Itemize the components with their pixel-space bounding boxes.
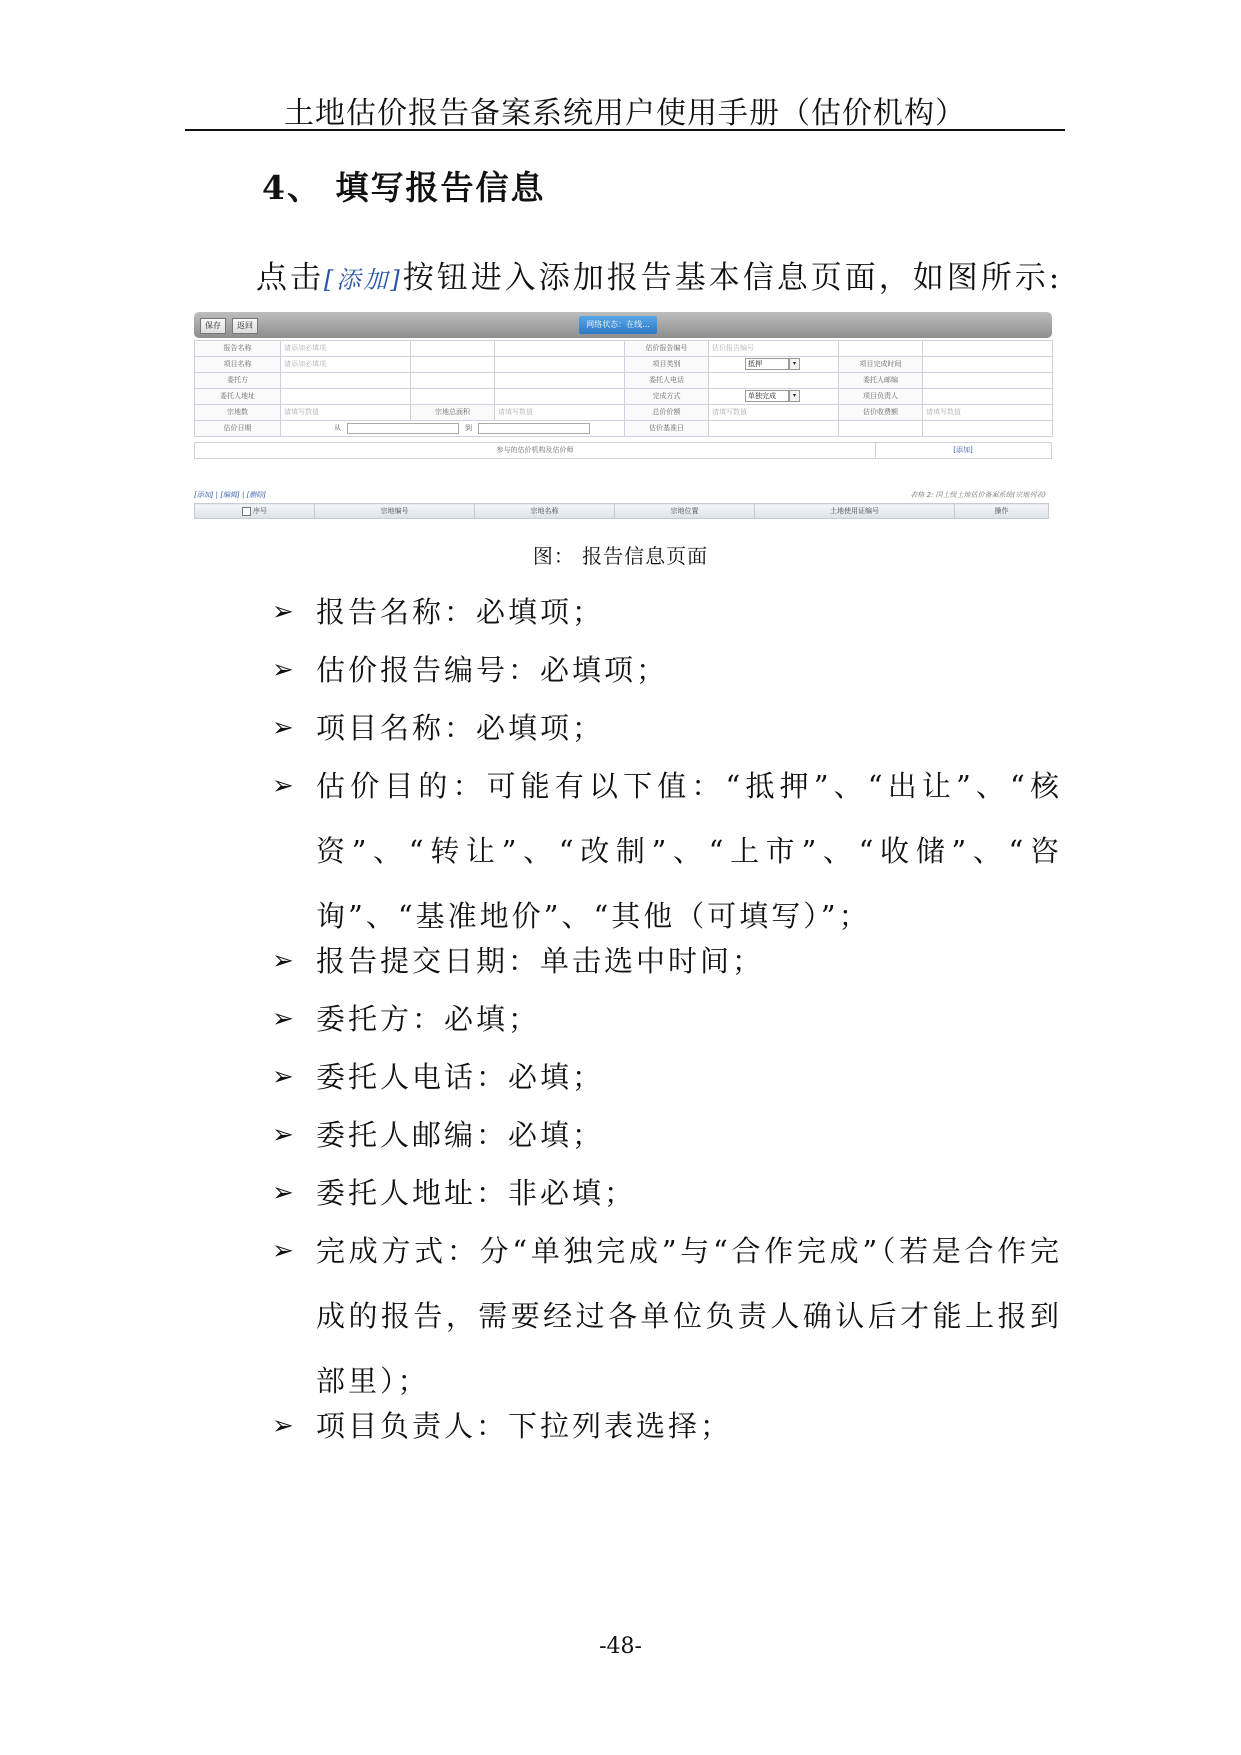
grid-header-label: 序号 — [253, 507, 267, 515]
chevron-down-icon[interactable]: ▾ — [789, 358, 800, 370]
bullet-item — [272, 987, 1062, 1052]
form-label: 估价收费额 — [839, 405, 923, 421]
form-row — [195, 373, 1053, 389]
back-button[interactable]: 返回 — [232, 318, 258, 334]
form-label: 宗地总面积 — [411, 405, 495, 421]
form-input[interactable] — [281, 373, 411, 389]
form-empty-cell — [411, 357, 495, 373]
form-label: 项目类别 — [625, 357, 709, 373]
form-input[interactable] — [923, 373, 1053, 389]
form-label: 完成方式 — [625, 389, 709, 405]
section-title: 4、 填写报告信息 — [262, 168, 546, 207]
bullet-arrow-icon: ➢ — [272, 1236, 297, 1266]
bullet-item — [272, 638, 1062, 703]
date-to-label: 到 — [465, 424, 472, 432]
form-row — [195, 421, 1053, 437]
chevron-down-icon[interactable]: ▾ — [789, 390, 800, 402]
bullet-text: 估价报告编号：必填项； — [316, 653, 669, 687]
form-label: 委托人邮编 — [839, 373, 923, 389]
form-input[interactable] — [923, 389, 1053, 405]
agency-row — [194, 442, 1052, 459]
intro-paragraph — [256, 252, 1062, 297]
bullet-text: 项目负责人：下拉列表选择； — [316, 1409, 733, 1443]
form-label: 宗地数 — [195, 405, 281, 421]
bullet-item — [272, 754, 1062, 949]
form-row — [195, 405, 1053, 421]
agency-add-link[interactable]: [添加] — [953, 446, 973, 454]
form-label: 项目负责人 — [839, 389, 923, 405]
form-label: 委托方 — [195, 373, 281, 389]
report-info-screenshot — [194, 312, 1052, 524]
form-input[interactable] — [495, 341, 625, 357]
form-label: 估价基准日 — [625, 421, 709, 437]
save-button[interactable]: 保存 — [200, 318, 226, 334]
bullet-arrow-icon: ➢ — [272, 597, 297, 627]
running-header: 土地估价报告备案系统用户使用手册（估价机构） — [284, 96, 966, 131]
form-label: 总价价额 — [625, 405, 709, 421]
form-input[interactable] — [923, 357, 1053, 373]
bullet-item — [272, 929, 1062, 994]
form-input[interactable] — [495, 373, 625, 389]
date-from-label: 从 — [334, 424, 341, 432]
bullet-arrow-icon: ➢ — [272, 1004, 297, 1034]
form-input[interactable] — [923, 421, 1053, 437]
agency-label: 参与的估价机构及估价师 — [496, 446, 574, 454]
screenshot-toolbar — [194, 312, 1052, 338]
bullet-arrow-icon: ➢ — [272, 1178, 297, 1208]
date-range-field[interactable] — [281, 421, 625, 437]
grid-header-cell — [615, 504, 755, 519]
form-input[interactable]: 请填写数值 — [709, 405, 839, 421]
header-rule — [185, 129, 1065, 131]
grid-header-cell — [315, 504, 475, 519]
bullet-text: 委托人电话：必填； — [316, 1060, 605, 1094]
parcel-grid-header — [195, 504, 1049, 519]
bullet-text: 委托方：必填； — [316, 1002, 541, 1036]
form-select-cell[interactable] — [709, 389, 839, 405]
bullet-item — [272, 696, 1062, 761]
form-row — [195, 357, 1053, 373]
grid-header-cell — [755, 504, 955, 519]
bullet-item — [272, 1394, 1062, 1459]
bullet-text: 报告提交日期：单击选中时间； — [316, 944, 765, 978]
bullet-arrow-icon: ➢ — [272, 1120, 297, 1150]
parcel-action-links[interactable]: [添加] | [编辑] | [删除] — [194, 491, 267, 499]
figure-caption: 图： 报告信息页面 — [532, 544, 709, 568]
bullet-item — [272, 580, 1062, 645]
bullet-text: 项目名称：必填项； — [316, 711, 605, 745]
form-empty-cell — [839, 341, 923, 357]
form-empty-cell — [411, 389, 495, 405]
form-label: 委托人电话 — [625, 373, 709, 389]
form-input[interactable]: 请填写数值 — [495, 405, 625, 421]
grid-header-label: 土地使用证编号 — [830, 507, 879, 515]
select-all-checkbox[interactable] — [242, 507, 251, 516]
bullet-text: 报告名称：必填项； — [316, 595, 605, 629]
form-select-cell[interactable] — [709, 357, 839, 373]
report-form-table — [194, 340, 1053, 437]
form-label: 报告名称 — [195, 341, 281, 357]
grid-header-label: 宗地名称 — [530, 507, 559, 515]
form-input[interactable]: 请填写数值 — [923, 405, 1053, 421]
bullet-item — [272, 1103, 1062, 1168]
form-input[interactable] — [923, 341, 1053, 357]
form-label: 估价日期 — [195, 421, 281, 437]
bullet-arrow-icon: ➢ — [272, 946, 297, 976]
form-label: 委托人地址 — [195, 389, 281, 405]
form-input[interactable] — [709, 421, 839, 437]
bullet-text: 估价目的：可能有以下值：“抵押”、“出让”、“核资”、“转让”、“改制”、“上市”、“收储”、“咨询”、“基准地价”、“其他（可填写）”； — [316, 769, 1062, 933]
form-empty-cell — [411, 341, 495, 357]
grid-header-label: 操作 — [994, 507, 1009, 515]
form-select[interactable]: 抵押 ▾ — [745, 358, 789, 370]
grid-header-label: 宗地位置 — [670, 507, 699, 515]
bullet-arrow-icon: ➢ — [272, 1411, 297, 1441]
grid-header-label: 宗地编号 — [380, 507, 409, 515]
bullet-item — [272, 1219, 1062, 1414]
intro-before: 点击 — [256, 260, 324, 296]
bullet-text: 完成方式：分“单独完成”与“合作完成”（若是合作完成的报告，需要经过各单位负责人确认后才能上报到部里）； — [316, 1234, 1062, 1398]
bullet-item — [272, 1045, 1062, 1110]
form-input[interactable] — [709, 373, 839, 389]
bullet-arrow-icon: ➢ — [272, 713, 297, 743]
form-row — [195, 341, 1053, 357]
bullet-text: 委托人地址：非必填； — [316, 1176, 637, 1210]
bullet-arrow-icon: ➢ — [272, 1062, 297, 1092]
date-from-input[interactable] — [347, 423, 459, 434]
form-input[interactable]: 请填写数值 — [281, 405, 411, 421]
form-empty-cell — [839, 421, 923, 437]
bullet-arrow-icon: ➢ — [272, 655, 297, 685]
form-input[interactable]: 估价报告编号 — [709, 341, 839, 357]
form-label: 估价报告编号 — [625, 341, 709, 357]
page-number: -48- — [599, 1634, 642, 1659]
form-input[interactable] — [281, 389, 411, 405]
intro-after: 按钮进入添加报告基本信息页面，如图所示: — [402, 260, 1063, 296]
form-row — [195, 389, 1053, 405]
form-input[interactable]: 请添加必填项 — [281, 357, 411, 373]
bullet-item — [272, 1161, 1062, 1226]
form-select[interactable]: 单独完成 ▾ — [745, 390, 789, 402]
form-label: 项目名称 — [195, 357, 281, 373]
form-empty-cell — [411, 373, 495, 389]
bullet-text: 委托人邮编：必填； — [316, 1118, 605, 1152]
grid-header-cell — [475, 504, 615, 519]
bullet-arrow-icon: ➢ — [272, 771, 297, 801]
date-to-input[interactable] — [478, 423, 590, 434]
network-status-badge: 网络状态：在线... — [579, 316, 657, 334]
parcel-grid — [194, 503, 1049, 519]
form-input[interactable]: 请添加必填项 — [281, 341, 411, 357]
form-label: 项目完成时间 — [839, 357, 923, 373]
grid-header-cell — [955, 504, 1049, 519]
form-input[interactable] — [495, 389, 625, 405]
parcel-table-note: 表格 2: 国土级土地估价备案系统(宗地列表) — [910, 491, 1046, 499]
add-link-reference: [添加] — [324, 266, 403, 294]
form-input[interactable] — [495, 357, 625, 373]
grid-header-cell — [195, 504, 315, 519]
